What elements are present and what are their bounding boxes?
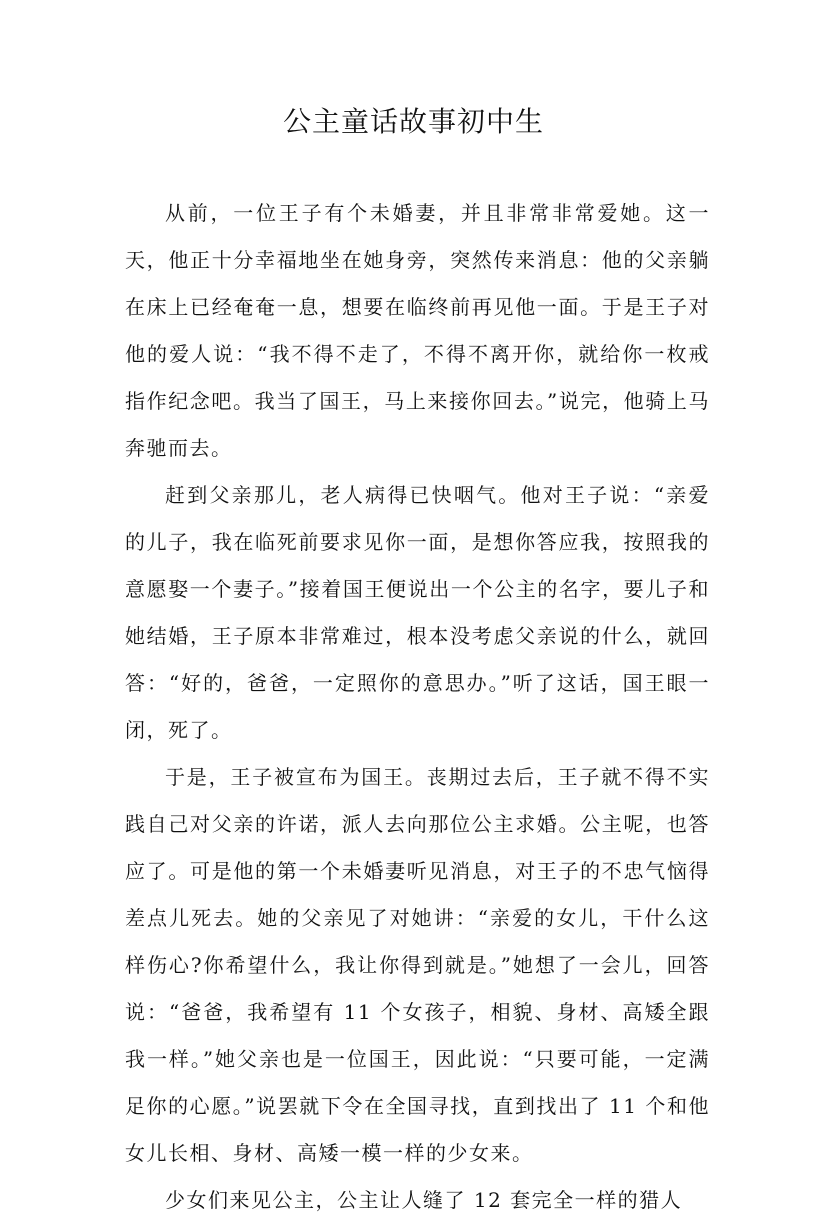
paragraph-1: 从前，一位王子有个未婚妻，并且非常非常爱她。这一天，他正十分幸福地坐在她身旁，突然传来消息：他的父亲躺在床上已经奄奄一息，想要在临终前再见他一面。于是王子对他的爱人说：“我不得不走了，不得不离开你，就给你一枚戒指作纪念吧。我当了国王，马上来接你回去。”说完，他骑上马奔驰而去。 xyxy=(125,201,710,460)
paragraph-2: 赶到父亲那儿，老人病得已快咽气。他对王子说：“亲爱的儿子，我在临死前要求见你一面，是想你答应我，按照我的意愿娶一个妻子。”接着国王便说出一个公主的名字，要儿子和她结婚，王子原本非常难过，根本没考虑父亲说的什么，就回答：“好的，爸爸，一定照你的意思办。”听了这话，国王眼一闭，死了。 xyxy=(125,483,710,742)
paragraph-3: 于是，王子被宣布为国王。丧期过去后，王子就不得不实践自己对父亲的许诺，派人去向那位公主求婚。公主呢，也答应了。可是他的第一个未婚妻听见消息，对王子的不忠气恼得差点儿死去。她的父亲见了对她讲：“亲爱的女儿，干什么这样伤心?你希望什么，我让你得到就是。”她想了一会儿，回答说：“爸爸，我希望有 11 个女孩子，相貌、身材、高矮全跟我一样。”她父亲也是一位国王，因此说：“只要可能，一定满足你的心愿。”说罢就下令在全国寻找，直到找出了 11 个和他女儿长相、身材、高矮一模一样的少女来。 xyxy=(125,765,710,1165)
document-body xyxy=(125,190,710,1224)
document-title: 公主童话故事初中生 xyxy=(282,105,544,138)
paragraph-4: 少女们来见公主，公主让人缝了 12 套完全一样的猎人 xyxy=(165,1188,683,1212)
